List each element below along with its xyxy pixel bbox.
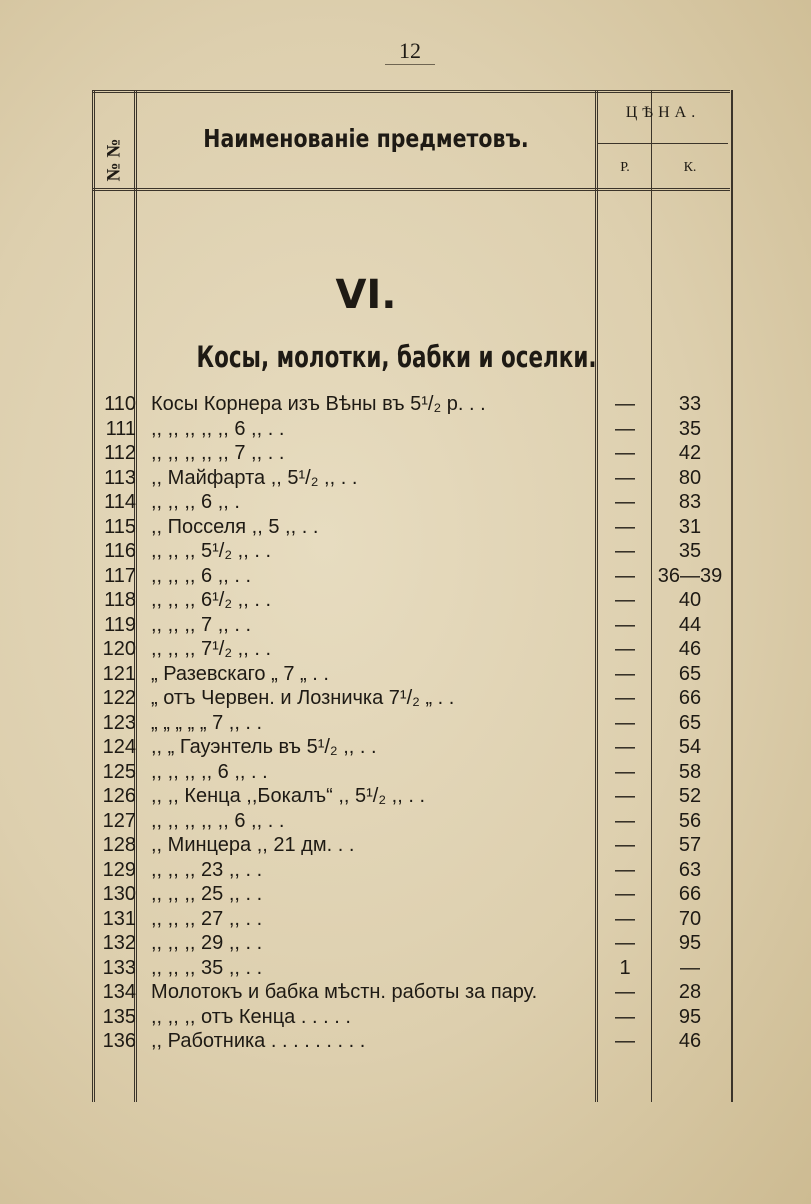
item-name: ,, Минцера ,, 21 дм. . . xyxy=(151,834,355,856)
item-rub: — xyxy=(615,809,635,832)
item-rub: — xyxy=(615,1005,635,1028)
table-row xyxy=(0,662,811,687)
column-header-number: № № xyxy=(103,138,124,182)
item-name: Косы Корнера изъ Вѣны въ 5¹/₂ р. . . xyxy=(151,393,486,415)
item-name: ,, Майфарта ,, 5¹/₂ ,, . . xyxy=(151,466,358,489)
item-kop: 44 xyxy=(678,613,702,636)
item-number: 127 xyxy=(102,809,136,832)
table-row xyxy=(0,809,811,834)
table-row xyxy=(0,490,811,515)
item-number: 112 xyxy=(104,442,136,464)
item-rub: — xyxy=(615,687,635,709)
item-number: 115 xyxy=(104,515,136,538)
item-name: ,, ,, ,, ,, ,, 6 ,, . . xyxy=(151,417,285,440)
table-row xyxy=(0,588,811,613)
item-kop: 80 xyxy=(678,466,702,489)
item-name: „ Разевскаго „ 7 „ . . xyxy=(151,662,329,685)
item-name: ,, ,, ,, ,, ,, 6 ,, . . xyxy=(151,809,285,832)
item-number: 124 xyxy=(102,736,136,758)
item-kop: 58 xyxy=(678,760,702,783)
table-row xyxy=(0,1005,811,1030)
item-rub: — xyxy=(615,932,635,954)
item-number: 133 xyxy=(102,956,136,979)
price-subheader-rule xyxy=(598,143,728,144)
item-number: 117 xyxy=(104,564,136,587)
item-rub: — xyxy=(615,760,635,783)
item-rub: — xyxy=(615,466,635,489)
item-number: 120 xyxy=(102,638,136,660)
item-name: ,, ,, ,, ,, 6 ,, . . xyxy=(151,760,268,783)
item-rub: — xyxy=(615,785,635,807)
item-kop: 46 xyxy=(678,638,702,660)
item-name: „ отъ Червен. и Лозничка 7¹/₂ „ . . xyxy=(151,687,455,709)
table-row xyxy=(0,515,811,540)
item-name: ,, ,, ,, 6 ,, . xyxy=(151,491,240,513)
item-rub: — xyxy=(615,858,635,881)
table-top-rule xyxy=(92,90,730,93)
item-name: ,, ,, ,, 6¹/₂ ,, . . xyxy=(151,589,272,611)
item-kop: 66 xyxy=(678,687,702,709)
page-number: 12 xyxy=(399,38,421,63)
item-kop: 40 xyxy=(678,589,702,611)
item-name: ,, ,, ,, 29 ,, . . xyxy=(151,932,263,954)
table-row xyxy=(0,392,811,417)
item-name: Молотокъ и бабка мѣстн. работы за пару. xyxy=(151,981,538,1003)
table-row xyxy=(0,564,811,589)
item-number: 110 xyxy=(104,393,136,415)
column-header-rub: Р. xyxy=(620,160,630,175)
item-name: ,, ,, ,, 7 ,, . . xyxy=(151,613,252,636)
item-rub: — xyxy=(615,736,635,758)
item-name: ,, ,, ,, ,, ,, 7 ,, . . xyxy=(151,442,285,464)
item-number: 135 xyxy=(102,1005,136,1028)
item-rub: 1 xyxy=(619,956,631,979)
item-number: 126 xyxy=(102,785,136,807)
table-row xyxy=(0,686,811,711)
table-row xyxy=(0,784,811,809)
item-rub: — xyxy=(615,491,635,513)
item-kop: 33 xyxy=(678,393,702,415)
table-row xyxy=(0,637,811,662)
table-row xyxy=(0,711,811,736)
item-rub: — xyxy=(615,442,635,464)
table-row xyxy=(0,907,811,932)
item-name: ,, ,, ,, 23 ,, . . xyxy=(151,858,263,881)
item-kop: 95 xyxy=(678,932,702,954)
item-kop: 52 xyxy=(678,785,702,807)
item-kop: 35 xyxy=(678,417,702,440)
item-number: 113 xyxy=(104,466,136,489)
item-number: 118 xyxy=(104,589,136,611)
item-name: ,, ,, Кенца ,,Бокалъ“ ,, 5¹/₂ ,, . . xyxy=(151,785,426,807)
item-name: ,, ,, ,, 7¹/₂ ,, . . xyxy=(151,638,272,660)
table-row xyxy=(0,441,811,466)
item-name: ,, ,, ,, 27 ,, . . xyxy=(151,907,263,930)
item-rub: — xyxy=(615,711,635,734)
item-kop: 95 xyxy=(678,1005,702,1028)
table-row xyxy=(0,882,811,907)
item-rub: — xyxy=(615,662,635,685)
item-number: 116 xyxy=(104,540,136,562)
item-name: ,, ,, ,, отъ Кенца . . . . . xyxy=(151,1005,351,1028)
item-number: 134 xyxy=(102,981,136,1003)
table-row xyxy=(0,833,811,858)
item-number: 136 xyxy=(102,1030,136,1052)
item-kop: — xyxy=(680,956,700,979)
item-kop: 56 xyxy=(678,809,702,832)
header-bottom-rule xyxy=(92,188,730,191)
item-rub: — xyxy=(615,981,635,1003)
item-rub: — xyxy=(615,564,635,587)
item-name: ,, ,, ,, 5¹/₂ ,, . . xyxy=(151,540,272,562)
column-header-kop: К. xyxy=(683,160,697,175)
table-row xyxy=(0,417,811,442)
item-number: 122 xyxy=(102,687,136,709)
section-title: Косы, молотки, бабки и оселки. xyxy=(196,340,597,374)
table-row xyxy=(0,760,811,785)
item-rub: — xyxy=(615,515,635,538)
table-row xyxy=(0,858,811,883)
item-rub: — xyxy=(615,417,635,440)
item-kop: 66 xyxy=(678,883,702,905)
item-kop: 57 xyxy=(678,834,702,856)
table-row xyxy=(0,539,811,564)
column-header-name: Наименованіе предметовъ. xyxy=(203,124,529,153)
item-kop: 65 xyxy=(678,662,702,685)
item-name: ,, Работника . . . . . . . . . xyxy=(151,1030,366,1052)
item-name: ,, ,, ,, 35 ,, . . xyxy=(151,956,263,979)
item-kop: 36—39 xyxy=(657,564,723,587)
table-row xyxy=(0,1029,811,1054)
item-number: 114 xyxy=(104,491,136,513)
price-list xyxy=(0,392,811,1054)
item-rub: — xyxy=(615,834,635,856)
item-rub: — xyxy=(615,589,635,611)
item-number: 123 xyxy=(102,711,136,734)
table-row xyxy=(0,956,811,981)
item-kop: 31 xyxy=(678,515,702,538)
item-name: ,, ,, ,, 25 ,, . . xyxy=(151,883,263,905)
table-row xyxy=(0,613,811,638)
column-header-price: ЦѢНА. xyxy=(625,104,701,121)
item-rub: — xyxy=(615,1030,635,1052)
item-name: ,, „ Гауэнтель въ 5¹/₂ ,, . . xyxy=(151,736,377,758)
item-kop: 28 xyxy=(678,981,702,1003)
item-rub: — xyxy=(615,613,635,636)
item-number: 119 xyxy=(104,613,136,636)
item-kop: 70 xyxy=(678,907,702,930)
item-kop: 42 xyxy=(678,442,702,464)
item-number: 111 xyxy=(105,417,136,440)
item-kop: 54 xyxy=(678,736,702,758)
item-number: 121 xyxy=(102,662,136,685)
item-kop: 35 xyxy=(678,540,702,562)
section-number: VI. xyxy=(335,272,397,318)
table-row xyxy=(0,931,811,956)
item-rub: — xyxy=(615,393,635,415)
item-number: 130 xyxy=(102,883,136,905)
item-kop: 83 xyxy=(678,491,702,513)
item-kop: 46 xyxy=(678,1030,702,1052)
item-number: 132 xyxy=(102,932,136,954)
item-rub: — xyxy=(615,638,635,660)
item-rub: — xyxy=(615,883,635,905)
item-kop: 63 xyxy=(678,858,702,881)
item-name: „ „ „ „ „ 7 ,, . . xyxy=(151,711,263,734)
item-number: 129 xyxy=(102,858,136,881)
item-number: 125 xyxy=(102,760,136,783)
item-kop: 65 xyxy=(678,711,702,734)
table-row xyxy=(0,980,811,1005)
item-name: ,, Посселя ,, 5 ,, . . xyxy=(151,515,319,538)
item-number: 128 xyxy=(102,834,136,856)
table-row xyxy=(0,466,811,491)
item-number: 131 xyxy=(102,907,136,930)
table-row xyxy=(0,735,811,760)
page-number-ornament xyxy=(385,64,435,65)
item-rub: — xyxy=(615,907,635,930)
item-name: ,, ,, ,, 6 ,, . . xyxy=(151,564,252,587)
item-rub: — xyxy=(615,540,635,562)
